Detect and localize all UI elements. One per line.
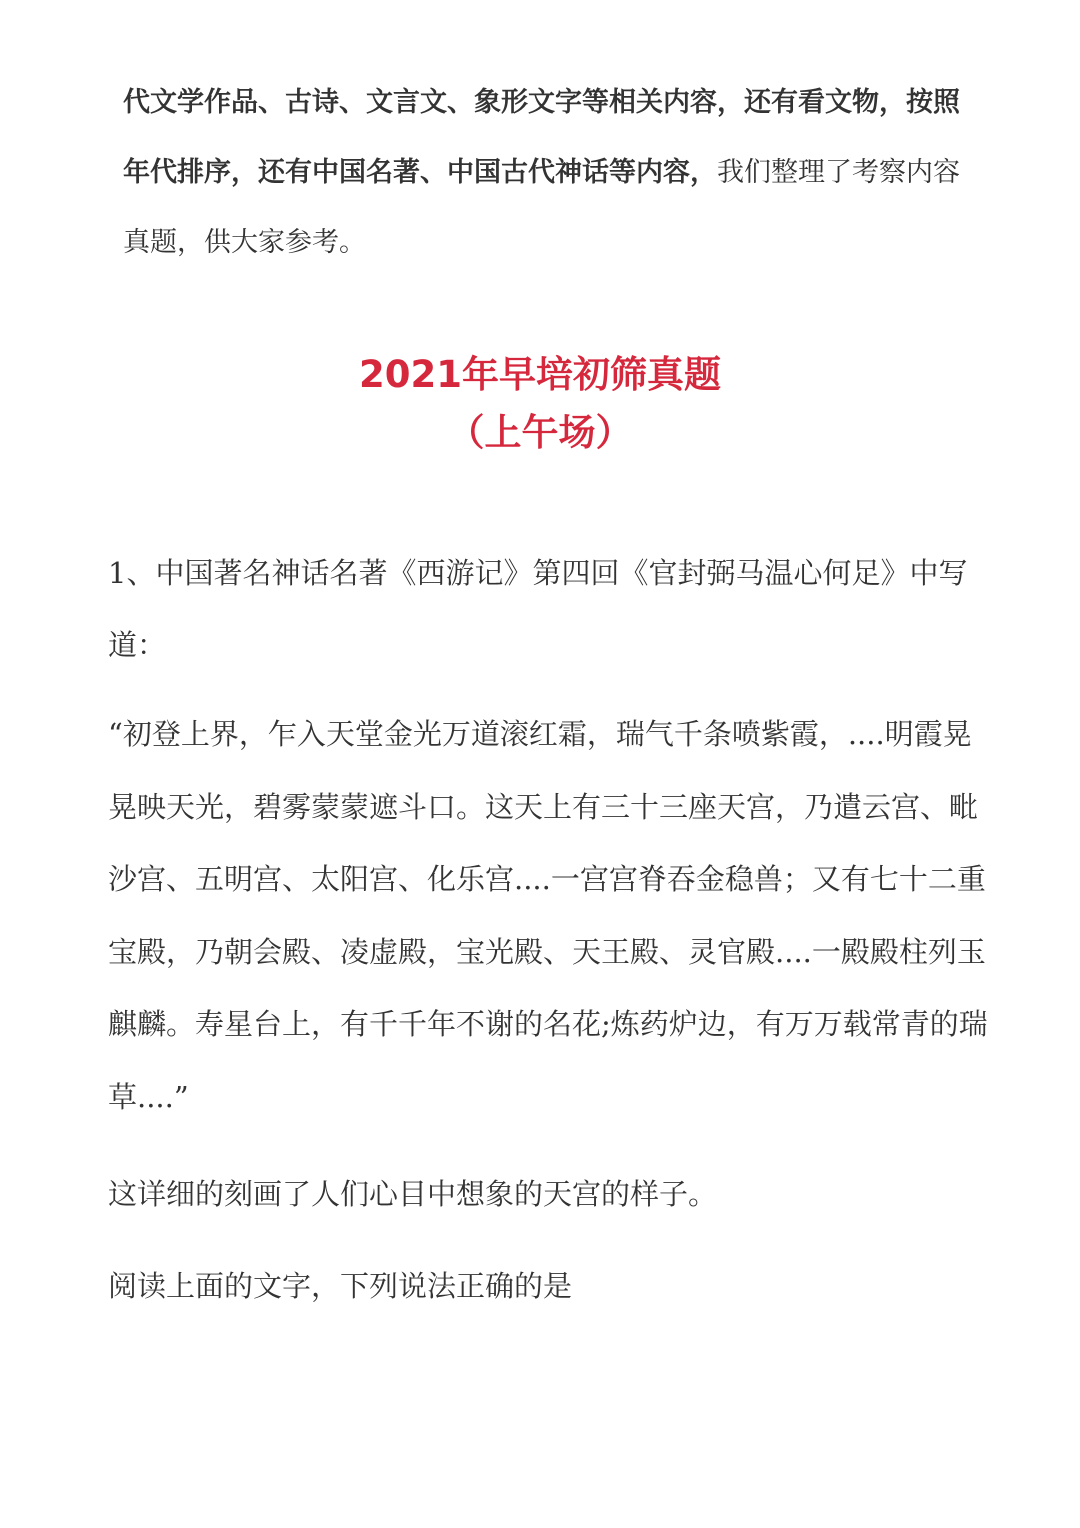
intro-bold-text: 代文学作品、古诗、文言文、象形文字等相关内容，还有看文物，按照年代排序，还有中国名著、中国古代神话等内容， [123, 87, 960, 188]
intro-paragraph [123, 68, 983, 278]
section-title-line1: 2021年早培初筛真题 [359, 353, 721, 396]
intro-normal-text: 我们整理了考察内容真题，供大家参考。 [123, 157, 960, 258]
question-1-detail: 这详细的刻画了人们心目中想象的天宫的样子。 [108, 1177, 718, 1211]
question-1-prompt: 阅读上面的文字，下列说法正确的是 [108, 1269, 573, 1303]
section-title [0, 346, 1080, 462]
question-1-quote: “初登上界，乍入天堂金光万道滚红霜，瑞气千条喷紫霞，....明霞晃晃映天光，碧雾蒙蒙遮斗口。这天上有三十三座天宫，乃遣云宫、毗沙宫、五明宫、太阳宫、化乐宫....一宫宫脊吞金稳兽；又有七十二重宝殿，乃朝会殿、凌虚殿，宝光殿、天王殿、灵官殿....一殿殿柱列玉麒麟。寿星台上，有千千年不谢的名花;炼药炉边，有万万载常青的瑞草....” [108, 717, 988, 1114]
question-1-intro: 1、中国著名神话名著《西游记》第四回《官封弼马温心何足》中写道： [108, 556, 968, 662]
section-title-line2: （上午场） [447, 411, 633, 454]
